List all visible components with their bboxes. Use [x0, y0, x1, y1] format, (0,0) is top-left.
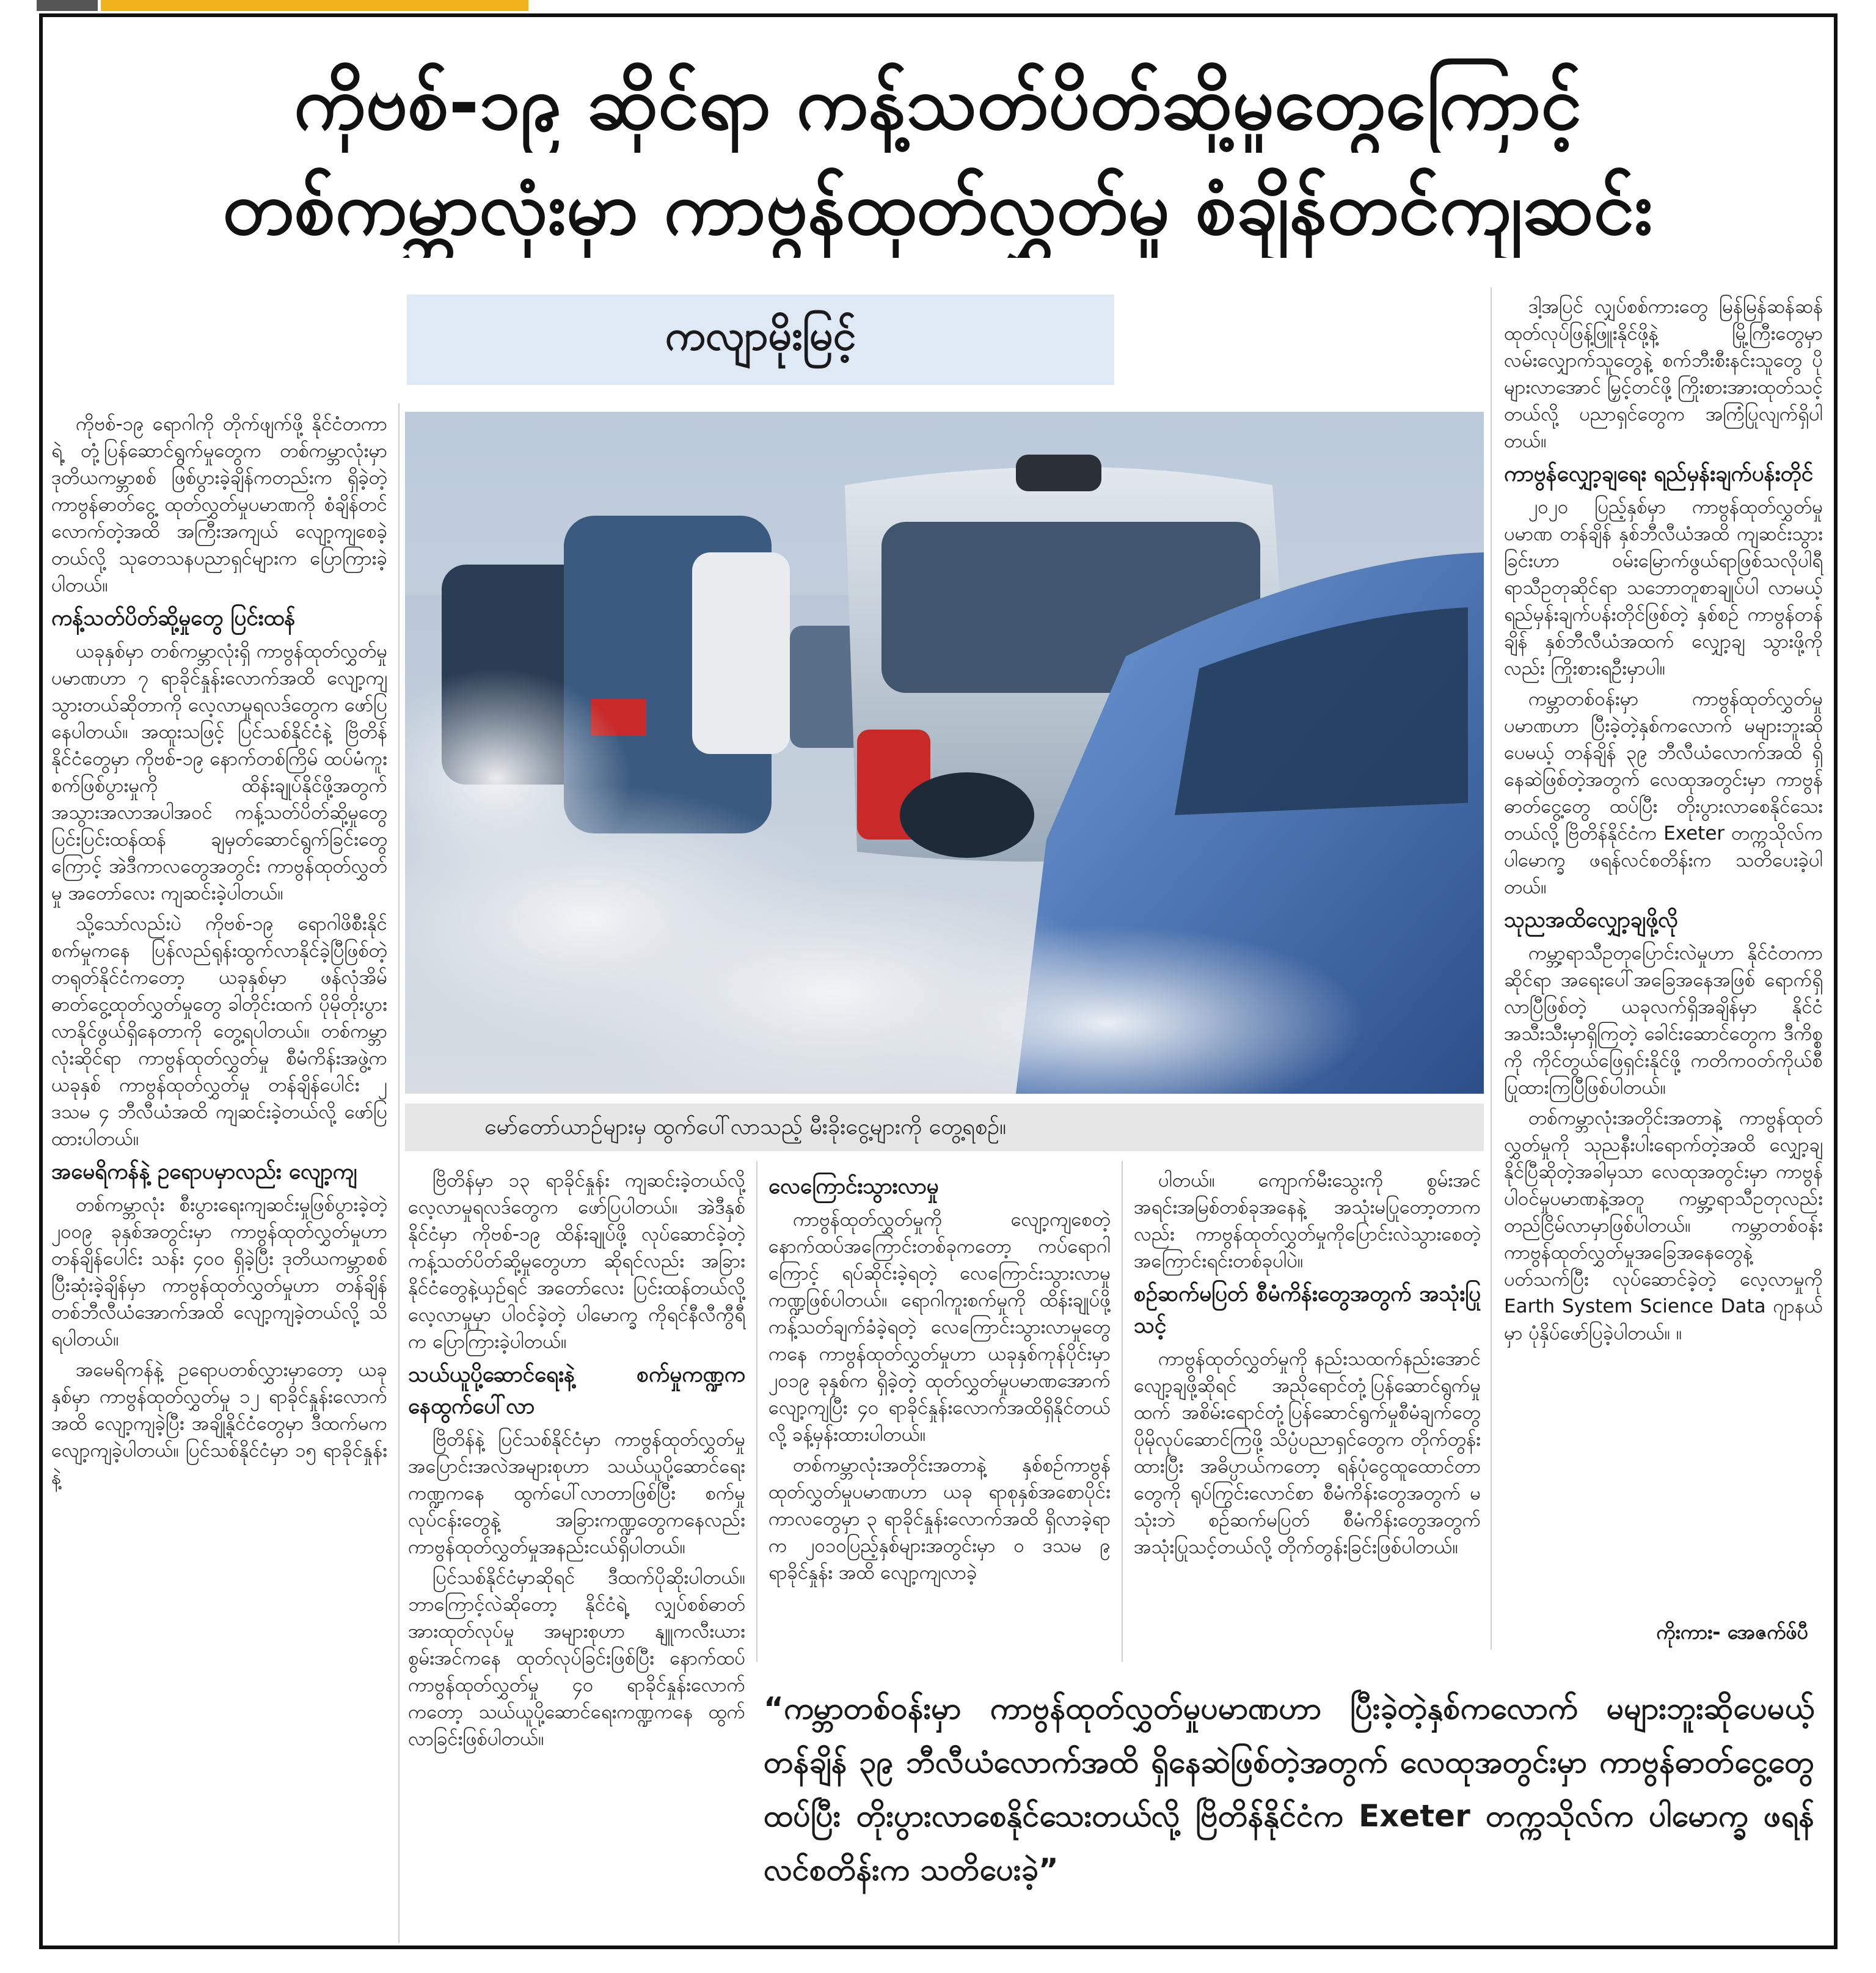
paragraph: ဗြိတိန်မှာ ၁၃ ရာခိုင်နှုန်း ကျဆင်းခဲ့တယ်လို့ လေ့လာမှုရလဒ်တွေက ဖော်ပြပါတယ်။ အဲဒီနှစ်နိုင်ငံမှာ ကိုဗစ်-၁၉ ထိန်းချုပ်ဖို့ လုပ်ဆောင်ခဲ့တဲ့ ကန့်သတ်ပိတ်ဆို့မှုတွေဟာ ဆိုရင်လည်း အခြားနိုင်ငံတွေနဲ့ယှဉ်ရင် အတော်လေး ပြင်းထန်တယ်လို့ လေ့လာမှုမှာ ပါဝင်ခဲ့တဲ့ ပါမောက္ခ ကိုရင်နီလီကွီရီက ပြောကြားခဲ့ပါတယ်။	[408, 1170, 745, 1353]
subheading: သုညအထိလျှော့ချဖို့လို	[1504, 908, 1678, 932]
van-white	[692, 552, 790, 754]
paragraph: ကာဗွန်ထုတ်လွှတ်မှုကို လျော့ကျစေတဲ့ နောက်ထပ်အကြောင်းတစ်ခုကတော့ ကပ်ရောဂါကြောင့် ရပ်ဆိုင်းခဲ့ရတဲ့ လေကြောင်းသွားလာမှုကဏ္ဍဖြစ်ပါတယ်။ ရောဂါကူးစက်မှုကို ထိန်းချုပ်ဖို့ ကန့်သတ်ချက်ခံခဲ့ရတဲ့ လေကြောင်းသွားလာမှုတွေကနေ ကာဗွန်ထုတ်လွှတ်မှုဟာ ယခုနှစ်ကုန်ပိုင်းမှာ ၂၀၁၉ ခုနှစ်က ရှိခဲ့တဲ့ ထုတ်လွှတ်မှုပမာဏအောက် လျော့ကျပြီး ၄၀ ရာခိုင်နှုန်းလောက်အထိရှိနိုင်တယ်လို့ ခန့်မှန်းထားပါတယ်။	[768, 1209, 1111, 1446]
masthead-strip	[0, 0, 1876, 11]
headline-line-1: ကိုဗစ်-၁၉ ဆိုင်ရာ ကန့်သတ်ပိတ်ဆို့မှုတွေကြောင့်	[294, 61, 1582, 146]
subheading: လေကြောင်းသွားလာမှု	[768, 1174, 939, 1199]
side-mirror	[900, 772, 1034, 858]
paragraph: အမေရိကန်နဲ့ ဥရောပတစ်လွှားမှာတော့ ယခုနှစ်မှာ ကာဗွန်ထုတ်လွှတ်မှု ၁၂ ရာခိုင်နှုန်းလောက်အထိ လျော့ကျခဲ့ပြီး အချို့နိုင်ငံတွေမှာ ဒီထက်မက လျော့ကျခဲ့ပါတယ်။ ပြင်သစ်နိုင်ငံမှာ ၁၅ ရာခိုင်နှုန်းနဲ့	[51, 1359, 387, 1488]
column-separator	[398, 403, 400, 1943]
traffic-exhaust-illustration	[405, 412, 1484, 1094]
paragraph: သို့သော်လည်းပဲ ကိုဗစ်-၁၉ ရောဂါဖိစီးနိုင်စက်မှုကနေ ပြန်လည်ရုန်းထွက်လာနိုင်ခဲ့ပြီဖြစ်တဲ့ တရုတ်နိုင်ငံကတော့ ယခုနှစ်မှာ ဖန်လုံအိမ်ဓာတ်ငွေ့ထုတ်လွှတ်မှုတွေ ခါတိုင်းထက် ပိုမိုတိုးပွားလာနိုင်ဖွယ်ရှိနေတာကို တွေ့ရပါတယ်။ တစ်ကမ္ဘာလုံးဆိုင်ရာ ကာဗွန်ထုတ်လွှတ်မှု စီမံကိန်းအဖွဲ့က ယခုနှစ် ကာဗွန်ထုတ်လွှတ်မှု တန်ချိန်ပေါင်း ၂ ဒသမ ၄ ဘီလီယံအထိ ကျဆင်းခဲ့တယ်လို့ ဖော်ပြထားပါတယ်။	[51, 913, 387, 1150]
pull-quote: “ကမ္ဘာတစ်ဝန်းမှာ ကာဗွန်ထုတ်လွှတ်မှုပမာဏဟာ ပြီးခဲ့တဲ့နှစ်ကလောက် မများဘူးဆိုပေမယ့် တန်ချိန် ၃၉ ဘီလီယံလောက်အထိ ရှိနေဆဲဖြစ်တဲ့အတွက် လေထုအတွင်းမှာ ကာဗွန်ဓာတ်ငွေ့တွေ ထပ်ပြီး တိုးပွားလာစေနိုင်သေးတယ်လို့ ဗြိတိန်နိုင်ငံက Exeter တက္ကသိုလ်က ပါမောက္ခ ဖရန်လင်စတိန်းက သတိပေးခဲ့”	[764, 1691, 1814, 1887]
paragraph: ယခုနှစ်မှာ တစ်ကမ္ဘာလုံးရှိ ကာဗွန်ထုတ်လွှတ်မှုပမာဏဟာ ၇ ရာခိုင်နှုန်းလောက်အထိ လျော့ကျသွားတယ်ဆိုတာကို လေ့လာမှုရလဒ်တွေက ဖော်ပြနေပါတယ်။ အထူးသဖြင့် ပြင်သစ်နိုင်ငံနဲ့ ဗြိတိန်နိုင်ငံတွေမှာ ကိုဗစ်-၁၉ နောက်တစ်ကြိမ် ထပ်မံကူးစက်ဖြစ်ပွားမှုကို ထိန်းချုပ်နိုင်ဖို့အတွက် အသွားအလာအပါအဝင် ကန့်သတ်ပိတ်ဆို့မှုတွေ ပြင်းပြင်းထန်ထန် ချမှတ်ဆောင်ရွက်ခြင်းတွေကြောင့် အဲဒီကာလတွေအတွင်း ကာဗွန်ထုတ်လွှတ်မှု အတော်လေး ကျဆင်းခဲ့ပါတယ်။	[51, 640, 387, 904]
photo-caption: မော်တော်ယာဉ်များမှ ထွက်ပေါ်လာသည့် မီးခိုးငွေ့များကို တွေ့ရစဉ်။	[405, 1104, 1484, 1151]
paragraph: ကာဗွန်ထုတ်လွှတ်မှုကို နည်းသထက်နည်းအောင် လျော့ချဖို့ဆိုရင် အညိုရောင်တုံ့ပြန်ဆောင်ရွက်မှုထက် အစိမ်းရောင်တုံ့ပြန်ဆောင်ရွက်မှုစီမံချက်တွေ ပိုမိုလုပ်ဆောင်ကြဖို့ သိပ္ပံပညာရှင်တွေက တိုက်တွန်းထားပြီး အဓိပ္ပာယ်ကတော့ ရန်ပုံငွေထူထောင်တာတွေကို ရုပ်ကြွင်းလောင်စာ စီမံကိန်းတွေအတွက် မသုံးဘဲ စဉ်ဆက်မပြတ် စီမံကိန်းတွေအတွက် အသုံးပြုသင့်တယ်လို့ တိုက်တွန်းခြင်းဖြစ်ပါတယ်။	[1134, 1348, 1481, 1558]
headline-line-2: တစ်ကမ္ဘာလုံးမှာ ကာဗွန်ထုတ်လွှတ်မှု စံချိန်တင်ကျဆင်း	[222, 166, 1653, 251]
paragraph: ဗြိတိန်နဲ့ ပြင်သစ်နိုင်ငံမှာ ကာဗွန်ထုတ်လွှတ်မှုအပြောင်းအလဲအများစုဟာ သယ်ယူပို့ဆောင်ရေးကဏ္ဍကနေ ထွက်ပေါ်လာတာဖြစ်ပြီး စက်မှုလုပ်ငန်းတွေနဲ့ အခြားကဏ္ဍတွေကနေလည်း ကာဗွန်ထုတ်လွှတ်မှုအနည်းငယ်ရှိပါတယ်။	[408, 1429, 745, 1558]
masthead-strip-accent	[101, 0, 528, 11]
subheading: စဉ်ဆက်မပြတ် စီမံကိန်းတွေအတွက် အသုံးပြုသင့်	[1134, 1282, 1481, 1338]
paragraph: ၂၀၂၀ ပြည့်နှစ်မှာ ကာဗွန်ထုတ်လွှတ်မှုပမာဏ တန်ချိန် နှစ်ဘီလီယံအထိ ကျဆင်းသွားခြင်းဟာ ဝမ်းမြောက်ဖွယ်ရာဖြစ်သလိုပါရီ ရာသီဥတုဆိုင်ရာ သဘောတူစာချုပ်ပါ လာမယ့် ရည်မှန်းချက်ပန်းတိုင်ဖြစ်တဲ့ နှစ်စဉ် ကာဗွန်တန်ချိန် နှစ်ဘီလီယံအထက် လျှော့ချ သွားဖို့ကိုလည်း ကြိုးစားရဦးမှာပါ။	[1504, 496, 1823, 679]
article-column-1	[51, 411, 387, 1495]
paragraph: တစ်ကမ္ဘာလုံးအတိုင်းအတာနဲ့ နှစ်စဉ်ကာဗွန်ထုတ်လွှတ်မှုပမာဏဟာ ယခု ရာစုနှစ်အစောပိုင်းကာလတွေမှာ ၃ ရာခိုင်နှုန်းလောက်အထိ ရှိလာခဲ့ရာက ၂၀၁၀ပြည့်နှစ်များအတွင်းမှာ ၀ ဒသမ ၉ ရာခိုင်နှုန်း အထိ လျော့ကျလာခဲ့	[768, 1454, 1111, 1584]
column-separator	[756, 1161, 757, 1662]
article-column-4	[1134, 1167, 1481, 1564]
subheading: သယ်ယူပို့ဆောင်ရေးနဲ့ စက်မှုကဏ္ဍကနေထွက်ပေါ်လာ	[408, 1363, 745, 1419]
paragraph: ဒါ့အပြင် လျှပ်စစ်ကားတွေ မြန်မြန်ဆန်ဆန် ထုတ်လုပ်ဖြန့်ဖြူးနိုင်ဖို့နဲ့ မြို့ကြီးတွေမှာ လမ်းလျှောက်သူတွေနဲ့ စက်ဘီးစီးနင်းသူတွေ ပိုများလာအောင် မြှင့်တင်ဖို့ ကြိုးစားအားထုတ်သင့်တယ်လို့ ပညာရှင်တွေက အကြံပြုလျက်ရှိပါတယ်။	[1504, 296, 1823, 452]
byline: ကလျာမိုးမြင့်	[407, 295, 1114, 385]
source-credit: ကိုးကား- အေဇက်ဖ်ပီ	[1656, 1620, 1808, 1644]
subheading: ကန့်သတ်ပိတ်ဆို့မှုတွေ ပြင်းထန်	[51, 606, 296, 631]
article-column-2	[408, 1167, 745, 1756]
article-column-3	[768, 1167, 1111, 1590]
article-column-5	[1504, 293, 1823, 1350]
paragraph: တစ်ကမ္ဘာလုံးအတိုင်းအတာနဲ့ ကာဗွန်ထုတ်လွှတ်မှုကို သုညနီးပါးရောက်တဲ့အထိ လျှော့ချနိုင်ပြီဆိုတဲ့အခါမှသာ လေထုအတွင်းမှာ ကာဗွန်ပါဝင်မှုပမာဏနဲ့အတူ ကမ္ဘာ့ရာသီဥတုလည်း တည်ငြိမ်လာမှာဖြစ်ပါတယ်။ ကမ္ဘာတစ်ဝန်း ကာဗွန်ထုတ်လွှတ်မှုအခြေအနေတွေနဲ့ ပတ်သက်ပြီး လုပ်ဆောင်ခဲ့တဲ့ လေ့လာမှုကို Earth System Science Data ဂျာနယ်မှာ ပုံနှိပ်ဖော်ပြခဲ့ပါတယ်။ ။	[1504, 1107, 1823, 1344]
paragraph: ပါတယ်။ ကျောက်မီးသွေးကို စွမ်းအင်အရင်းအမြစ်တစ်ခုအနေနဲ့ အသုံးမပြုတော့တာကလည်း ကာဗွန်ထုတ်လွှတ်မှုကိုပြောင်းလဲသွားစေတဲ့ အကြောင်းရင်းတစ်ခုပါပဲ။	[1134, 1170, 1481, 1272]
column-separator	[1491, 287, 1492, 1650]
masthead-strip-dark	[37, 0, 98, 11]
paragraph: ကမ္ဘာတစ်ဝန်းမှာ ကာဗွန်ထုတ်လွှတ်မှုပမာဏဟာ ပြီးခဲ့တဲ့နှစ်ကလောက် မများဘူးဆိုပေမယ့် တန်ချိန် ၃၉ ဘီလီယံလောက်အထိ ရှိနေဆဲဖြစ်တဲ့အတွက် လေထုအတွင်းမှာ ကာဗွန်ဓာတ်ငွေ့တွေ ထပ်ပြီး တိုးပွားလာစေနိုင်သေးတယ်လို့ ဗြိတိန်နိုင်ငံက Exeter တက္ကသိုလ်က ပါမောက္ခ ဖရန်လင်စတိန်းက သတိပေးခဲ့ပါတယ်။	[1504, 688, 1823, 898]
subheading: အမေရိကန်နဲ့ ဥရောပမှာလည်း လျော့ကျ	[51, 1160, 357, 1184]
rear-view-mirror	[1016, 455, 1101, 491]
article-photo	[405, 412, 1484, 1094]
paragraph: ကိုဗစ်-၁၉ ရောဂါကို တိုက်ဖျက်ဖို့ နိုင်ငံတကာရဲ့ တုံ့ပြန်ဆောင်ရွက်မှုတွေက တစ်ကမ္ဘာလုံးမှာ ဒုတိယကမ္ဘာစစ် ဖြစ်ပွားခဲ့ချိန်ကတည်းက ရှိခဲ့တဲ့ ကာဗွန်ဓာတ်ငွေ့ ထုတ်လွှတ်မှုပမာဏကို စံချိန်တင်လောက်တဲ့အထိ အကြီးအကျယ် လျော့ကျစေခဲ့တယ်လို့ သုတေသနပညာရှင်များက ပြောကြားခဲ့ပါတယ်။	[51, 413, 387, 596]
paragraph: တစ်ကမ္ဘာလုံး စီးပွားရေးကျဆင်းမှုဖြစ်ပွားခဲ့တဲ့ ၂၀၀၉ ခုနှစ်အတွင်းမှာ ကာဗွန်ထုတ်လွှတ်မှုဟာ တန်ချိန်ပေါင်း သန်း ၄၀၀ ရှိခဲ့ပြီး ဒုတိယကမ္ဘာစစ်ပြီးဆုံးခဲ့ချိန်မှာ ကာဗွန်ထုတ်လွှတ်မှုဟာ တန်ချိန် တစ်ဘီလီယံအောက်အထိ လျော့ကျခဲ့တယ်လို့ သိရပါတယ်။	[51, 1194, 387, 1350]
subheading: ကာဗွန်လျှော့ချရေး ရည်မှန်းချက်ပန်းတိုင်	[1504, 462, 1814, 486]
paragraph: ပြင်သစ်နိုင်ငံမှာဆိုရင် ဒီထက်ပိုဆိုးပါတယ်။ ဘာကြောင့်လဲဆိုတော့ နိုင်ငံရဲ့ လျှပ်စစ်ဓာတ်အားထုတ်လုပ်မှု အများစုဟာ နျူကလီးယားစွမ်းအင်ကနေ ထုတ်လုပ်ခြင်းဖြစ်ပြီး နောက်ထပ် ကာဗွန်ထုတ်လွှတ်မှု ၄၀ ရာခိုင်နှုန်းလောက်ကတော့ သယ်ယူပို့ဆောင်ရေးကဏ္ဍကနေ ထွက်လာခြင်းဖြစ်ပါတယ်။	[408, 1567, 745, 1750]
paragraph: ကမ္ဘာ့ရာသီဥတုပြောင်းလဲမှုဟာ နိုင်ငံတကာဆိုင်ရာ အရေးပေါ်အခြေအနေအဖြစ် ရောက်ရှိလာပြီဖြစ်တဲ့ ယခုလက်ရှိအချိန်မှာ နိုင်ငံအသီးသီးမှာရှိကြတဲ့ ခေါင်းဆောင်တွေက ဒီကိစ္စကို ကိုင်တွယ်ဖြေရှင်းနိုင်ဖို့ ကတိကဝတ်ကိုယ်စီ ပြုထားကြပြီဖြစ်ပါတယ်။	[1504, 942, 1823, 1099]
column-separator	[1122, 1161, 1123, 1662]
